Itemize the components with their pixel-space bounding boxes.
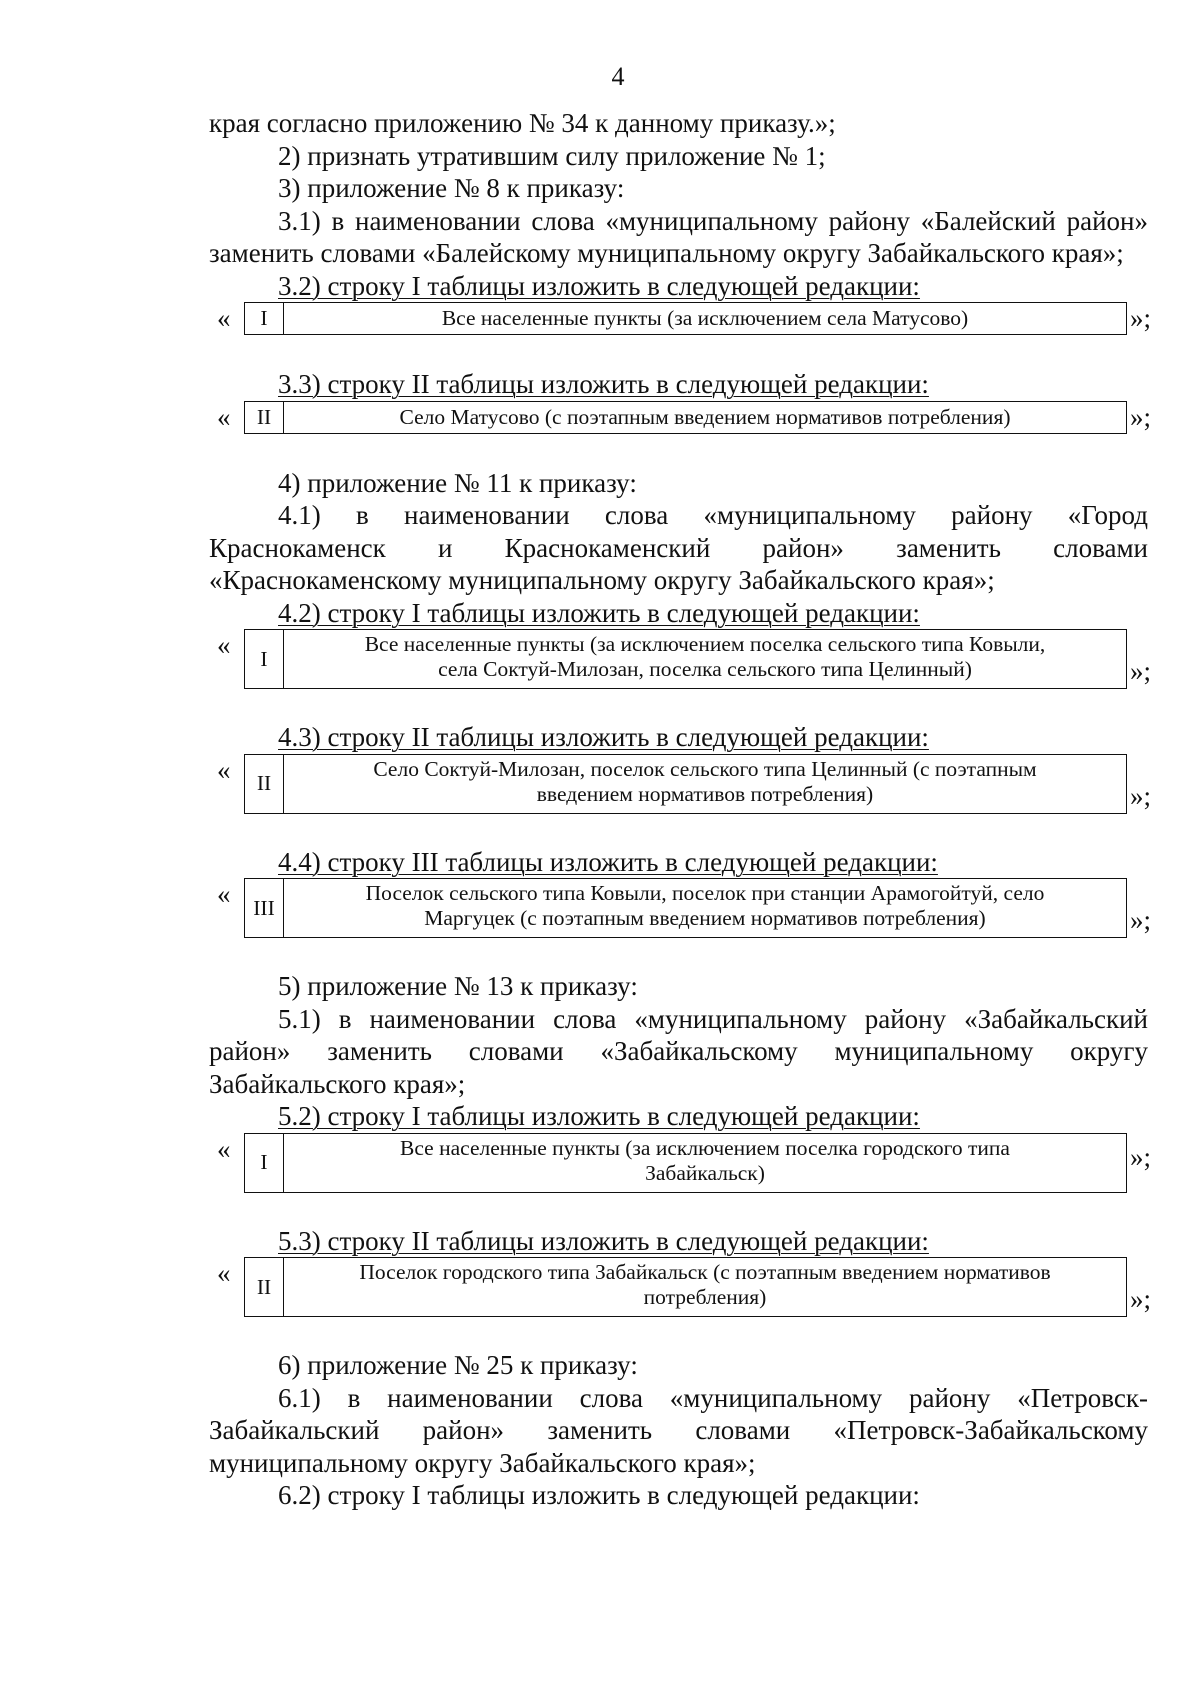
close-quote: »; (1130, 656, 1152, 686)
open-quote: « (217, 1133, 231, 1164)
table-box (244, 1257, 1127, 1317)
paragraph: 6) приложение № 25 к приказу: (278, 1350, 638, 1380)
close-quote: »; (1130, 905, 1152, 935)
paragraph: края согласно приложению № 34 к данному приказу.»; (209, 108, 836, 138)
row-text-cell (284, 402, 1126, 433)
table-box (244, 878, 1127, 938)
open-quote: « (217, 401, 231, 432)
row-number-cell: II (245, 1258, 284, 1316)
close-quote: »; (1130, 1284, 1152, 1314)
open-quote: « (217, 630, 231, 660)
paragraph-heading: 5.2) строку I таблицы изложить в следующей редакции: (278, 1101, 920, 1131)
row-text-cell (284, 755, 1126, 813)
table-row-replacement (209, 878, 1152, 938)
table-row-replacement (209, 401, 1152, 435)
row-number-cell: I (245, 630, 284, 688)
row-text-line: Все населенные пункты (за исключением поселка сельского типа Ковыли, (364, 632, 1046, 656)
row-number-cell: II (245, 402, 284, 433)
row-text-line: Забайкальск) (645, 1160, 765, 1185)
row-text-line: Поселок городского типа Забайкальск (с поэтапным введением нормативов (359, 1260, 1051, 1284)
table-box (244, 754, 1127, 814)
paragraph-heading: 5.3) строку II таблицы изложить в следующей редакции: (278, 1225, 929, 1256)
row-text-line: Маргуцек (с поэтапным введением нормативов потребления) (424, 906, 986, 930)
row-text-cell (284, 1258, 1126, 1316)
open-quote: « (217, 879, 231, 909)
row-text-line: Село Соктуй-Милозан, поселок сельского типа Целинный (с поэтапным (373, 756, 1037, 781)
paragraph-heading: 4.2) строку I таблицы изложить в следующей редакции: (278, 597, 920, 628)
row-number-cell: I (245, 1134, 284, 1192)
paragraph: 5.1) в наименовании слова «муниципальному району «Забайкальский район» заменить словами «Забайкальскому муниципальному округу Забайкальского края»; (209, 1003, 1148, 1099)
table-box (244, 629, 1127, 689)
row-text-cell (284, 879, 1126, 937)
table-box (244, 1133, 1127, 1193)
row-text-line: Все населенные пункты (за исключением села Матусово) (441, 306, 969, 330)
paragraph: 5) приложение № 13 к приказу: (278, 971, 638, 1001)
row-number-cell: II (245, 755, 284, 813)
paragraph: 3.1) в наименовании слова «муниципальному району «Балейский район» заменить словами «Балейскому муниципальному округу Забайкальского края»; (209, 205, 1148, 268)
row-text-line: Поселок сельского типа Ковыли, поселок при станции Арамогойтуй, село (365, 881, 1045, 905)
paragraph: 3) приложение № 8 к приказу: (278, 173, 625, 203)
paragraph: 4.1) в наименовании слова «муниципальному району «Город Краснокаменск и Краснокаменский район» заменить словами «Краснокаменскому муниципальному округу Забайкальского края»; (209, 500, 1148, 595)
row-text-cell (284, 630, 1126, 688)
paragraph: 6.2) строку I таблицы изложить в следующей редакции: (278, 1480, 920, 1510)
close-quote: »; (1130, 401, 1152, 432)
paragraph: 2) признать утратившим силу приложение № 1; (278, 140, 826, 171)
paragraph: 6.1) в наименовании слова «муниципальному району «Петровск-Забайкальский район» заменить словами «Петровск-Забайкальскому муниципальному округу Забайкальского края»; (209, 1382, 1148, 1478)
row-text-cell (284, 303, 1126, 334)
paragraph-heading: 4.4) строку III таблицы изложить в следующей редакции: (278, 846, 938, 877)
close-quote: »; (1130, 303, 1152, 333)
row-text-line: Все населенные пункты (за исключением поселка городского типа (400, 1135, 1010, 1160)
paragraph-heading: 4.3) строку II таблицы изложить в следующей редакции: (278, 722, 929, 752)
paragraph-heading: 3.3) строку II таблицы изложить в следующей редакции: (278, 369, 929, 399)
row-number-cell: III (245, 879, 284, 937)
table-row-replacement (209, 754, 1152, 814)
paragraph-heading: 3.2) строку I таблицы изложить в следующей редакции: (278, 270, 920, 301)
table-box (244, 401, 1127, 434)
row-text-line: села Соктуй-Милозан, поселка сельского типа Целинный) (438, 657, 972, 681)
paragraph: 4) приложение № 11 к приказу: (278, 467, 637, 498)
open-quote: « (217, 303, 231, 333)
close-quote: »; (1130, 780, 1152, 811)
table-box (244, 302, 1127, 335)
page-number: 4 (611, 62, 625, 91)
row-text-cell (284, 1134, 1126, 1192)
open-quote: « (217, 754, 231, 785)
row-text-line: потребления) (643, 1285, 767, 1309)
table-row-replacement (209, 1133, 1152, 1193)
row-text-line: введением нормативов потребления) (536, 781, 874, 806)
document-body (209, 107, 1152, 1512)
row-number-cell: I (245, 303, 284, 334)
table-row-replacement (209, 629, 1152, 689)
table-row-replacement (209, 1257, 1152, 1317)
close-quote: »; (1130, 1141, 1152, 1172)
open-quote: « (217, 1258, 231, 1288)
row-text-line: Село Матусово (с поэтапным введением нормативов потребления) (399, 404, 1011, 429)
table-row-replacement (209, 302, 1152, 336)
